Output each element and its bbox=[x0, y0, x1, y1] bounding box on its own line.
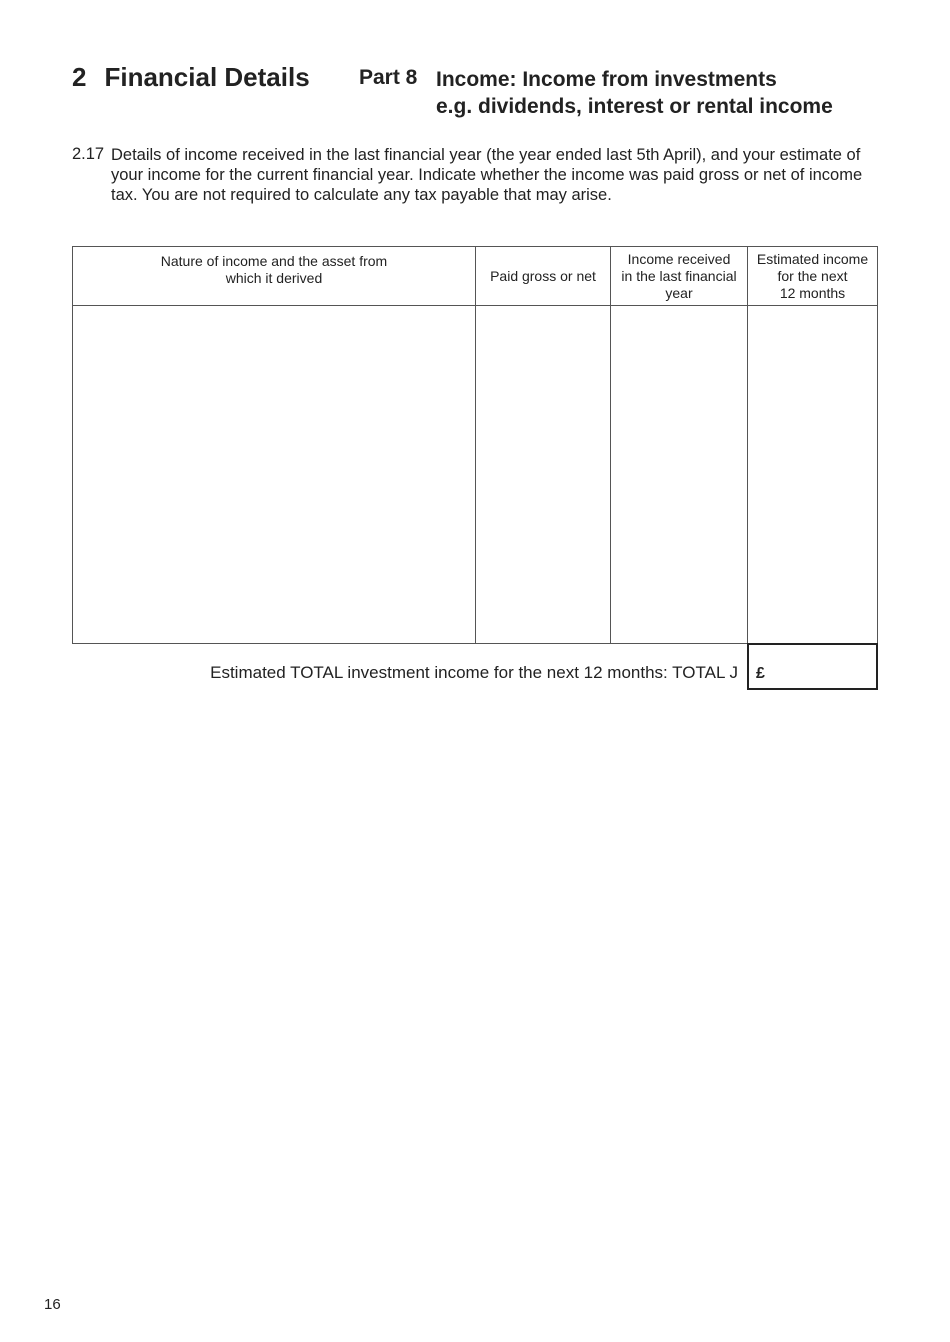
page-number: 16 bbox=[44, 1296, 61, 1313]
question-number: 2.17 bbox=[72, 145, 105, 163]
question-text: Details of income received in the last financial year (the year ended last 5th April), and your estimate of your income for the current financial year. Indicate whether the income was paid gross or net of income tax. You are not required to calculate any tax payable that may arise. bbox=[111, 146, 863, 204]
currency-symbol: £ bbox=[756, 665, 765, 682]
total-label: Estimated TOTAL investment income for the next 12 months: TOTAL J bbox=[210, 663, 738, 682]
column-header-estimated-income: Estimated income for the next 12 months bbox=[747, 246, 878, 306]
total-j-field[interactable] bbox=[747, 643, 878, 690]
part-label: Part 8 bbox=[359, 66, 418, 89]
income-received-input-area[interactable] bbox=[610, 305, 748, 644]
column-header-gross-net: Paid gross or net bbox=[475, 246, 611, 306]
gross-net-input-area[interactable] bbox=[475, 305, 611, 644]
estimated-income-input-area[interactable] bbox=[747, 305, 878, 644]
nature-input-area[interactable] bbox=[72, 305, 476, 644]
column-header-nature: Nature of income and the asset from which it derived bbox=[72, 246, 476, 306]
part-title: Income: Income from investments e.g. dividends, interest or rental income bbox=[436, 68, 833, 118]
section-heading: 2 Financial Details bbox=[72, 62, 310, 92]
column-header-income-received: Income received in the last financial year bbox=[610, 246, 748, 306]
